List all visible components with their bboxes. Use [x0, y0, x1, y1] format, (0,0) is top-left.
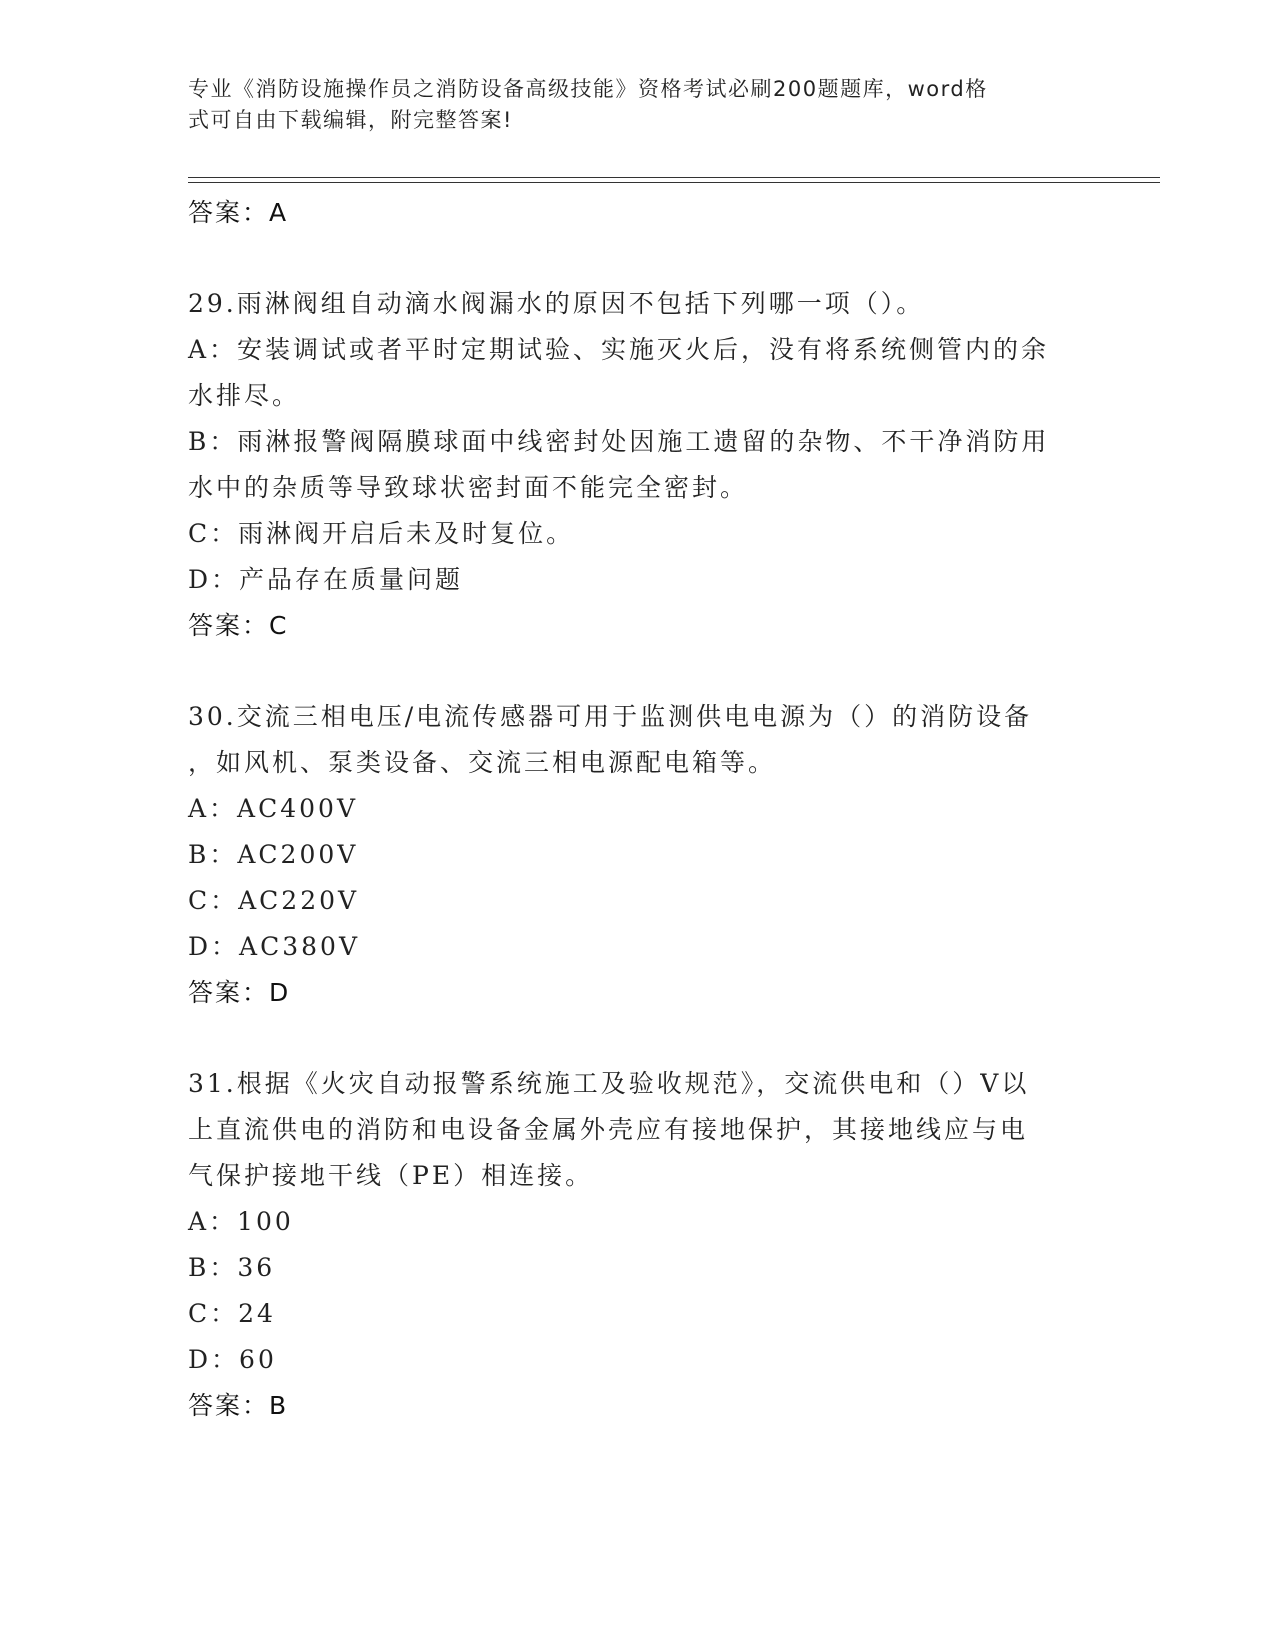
option-d: D：60 — [188, 1345, 277, 1374]
document-header — [188, 74, 1068, 136]
question-content — [188, 190, 1088, 1429]
option-b-continued: 水中的杂质等导致球状密封面不能完全密封。 — [188, 473, 749, 502]
option-d: D：AC380V — [188, 932, 360, 961]
question-block — [188, 281, 1088, 649]
option-c: C：雨淋阀开启后未及时复位。 — [188, 519, 575, 548]
header-line-2: 式可自由下载编辑，附完整答案! — [188, 108, 513, 132]
option-c: C：24 — [188, 1299, 276, 1328]
header-divider-bottom — [188, 182, 1160, 183]
question-text: 30.交流三相电压/电流传感器可用于监测供电电源为（）的消防设备 — [188, 702, 1033, 731]
previous-answer: 答案：A — [188, 198, 289, 227]
question-text-continued: ，如风机、泵类设备、交流三相电源配电箱等。 — [188, 748, 777, 777]
option-b: B：雨淋报警阀隔膜球面中线密封处因施工遗留的杂物、不干净消防用 — [188, 427, 1050, 456]
option-b: B：AC200V — [188, 840, 359, 869]
question-text-continued: 气保护接地干线（PE）相连接。 — [188, 1161, 594, 1190]
spacer — [188, 649, 1088, 694]
answer: 答案：B — [188, 1391, 289, 1420]
question-text: 29.雨淋阀组自动滴水阀漏水的原因不包括下列哪一项（）。 — [188, 289, 925, 318]
option-b: B：36 — [188, 1253, 276, 1282]
header-line-1: 专业《消防设施操作员之消防设备高级技能》资格考试必刷200题题库，word格 — [188, 77, 988, 101]
answer: 答案：C — [188, 611, 289, 640]
question-block — [188, 694, 1088, 1016]
option-a: A：安装调试或者平时定期试验、实施灭火后，没有将系统侧管内的余 — [188, 335, 1050, 364]
option-a-continued: 水排尽。 — [188, 381, 301, 410]
header-divider-top — [188, 177, 1160, 178]
option-a: A：100 — [188, 1207, 294, 1236]
spacer — [188, 1016, 1088, 1061]
question-block — [188, 1061, 1088, 1429]
question-text-continued: 上直流供电的消防和电设备金属外壳应有接地保护，其接地线应与电 — [188, 1115, 1029, 1144]
spacer — [188, 236, 1088, 281]
option-a: A：AC400V — [188, 794, 359, 823]
answer: 答案：D — [188, 978, 291, 1007]
option-d: D：产品存在质量问题 — [188, 565, 464, 594]
question-text: 31.根据《火灾自动报警系统施工及验收规范》，交流供电和（）V以 — [188, 1069, 1030, 1098]
option-c: C：AC220V — [188, 886, 360, 915]
